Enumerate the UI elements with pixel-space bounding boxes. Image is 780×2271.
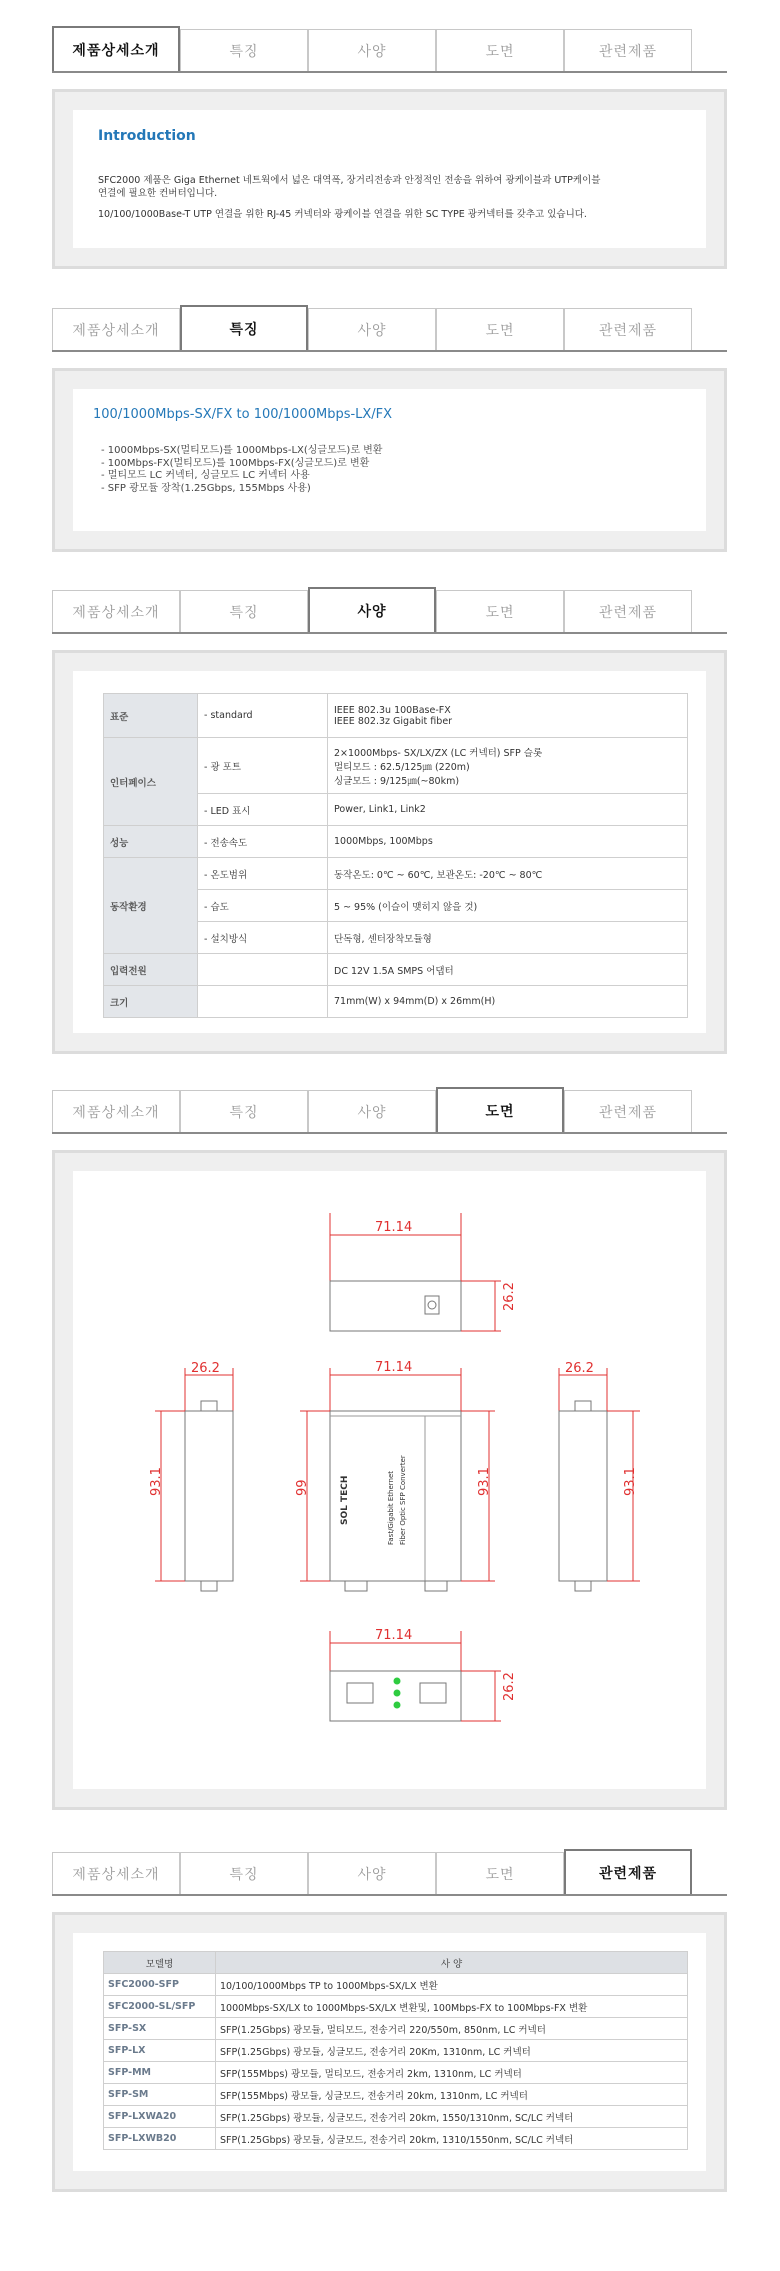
tab-baseline xyxy=(52,1132,727,1134)
spec-value: 5 ~ 95% (이슬이 맺히지 않을 것) xyxy=(328,890,688,922)
intro-paragraph-2: 10/100/1000Base-T UTP 연결을 위한 RJ-45 커넥터와 광케이블 연결을 위한 SC TYPE 광커넥터를 갖추고 있습니다. xyxy=(98,209,587,220)
dim-height-label: 26.2 xyxy=(502,1672,517,1701)
tab-product-detail[interactable]: 제품상세소개 xyxy=(52,308,180,350)
feature-item: - 1000Mbps-SX(멀티모드)를 1000Mbps-LX(싱글모드)로 변환 xyxy=(101,445,383,456)
tabbar-related xyxy=(52,1852,727,1896)
column-header-model: 모델명 xyxy=(104,1952,216,1974)
spec-subcategory: - standard xyxy=(198,694,328,738)
tab-features[interactable]: 특징 xyxy=(180,1852,308,1894)
tab-product-detail[interactable]: 제품상세소개 xyxy=(52,26,180,71)
spec-subcategory: - 전송속도 xyxy=(198,826,328,858)
dim-depth2-label: 99 xyxy=(295,1479,310,1496)
spec-category: 크기 xyxy=(104,986,198,1018)
brand-label: SOL TECH xyxy=(340,1475,350,1525)
intro-line-2: 연결에 필요한 컨버터입니다. xyxy=(98,188,218,199)
drawing-panel xyxy=(52,1150,727,1810)
tab-drawing[interactable]: 도면 xyxy=(436,1087,564,1132)
spec-value: 동작온도: 0℃ ~ 60℃, 보관온도: -20℃ ~ 80℃ xyxy=(328,858,688,890)
spec-row xyxy=(104,954,688,986)
spec-value xyxy=(328,738,688,794)
port-icon xyxy=(425,1296,439,1314)
column-header-spec: 사 양 xyxy=(216,1952,688,1974)
led-power-icon xyxy=(394,1678,401,1685)
right-view xyxy=(559,1361,640,1591)
table-row xyxy=(104,1996,688,2018)
tabbar-intro xyxy=(52,29,727,73)
dim-depth-label: 93.1 xyxy=(477,1467,492,1496)
spec-table xyxy=(103,693,688,1018)
spec-value-line: 싱글모드 : 9/125㎛(~80km) xyxy=(334,775,460,787)
tab-baseline xyxy=(52,632,727,634)
rear-view xyxy=(330,1628,517,1721)
device-top-body xyxy=(330,1281,461,1331)
model-cell: SFC2000-SL/SFP xyxy=(104,1996,216,2018)
spec-category: 입력전원 xyxy=(104,954,198,986)
spec-subcategory: - LED 표시 xyxy=(198,794,328,826)
model-cell: SFP-SX xyxy=(104,2018,216,2040)
tabbar-features xyxy=(52,308,727,352)
tab-related[interactable]: 관련제품 xyxy=(564,590,692,632)
spec-cell: SFP(1.25Gbps) 광모듈, 싱글모드, 전송거리 20km, 1550/1310nm, SC/LC 커넥터 xyxy=(216,2106,688,2128)
spec-value-line: 2×1000Mbps- SX/LX/ZX (LC 커넥터) SFP 슬롯 xyxy=(334,747,543,759)
tab-spec[interactable]: 사양 xyxy=(308,29,436,71)
spec-row xyxy=(104,826,688,858)
model-cell: SFP-LX xyxy=(104,2040,216,2062)
device-side-body xyxy=(185,1411,233,1581)
table-row xyxy=(104,2040,688,2062)
tab-drawing[interactable]: 도면 xyxy=(436,1852,564,1894)
tab-baseline xyxy=(52,1894,727,1896)
sfp-port-icon xyxy=(347,1683,373,1703)
model-cell: SFP-LXWA20 xyxy=(104,2106,216,2128)
tabbar-drawing xyxy=(52,1090,727,1134)
spec-cell: 10/100/1000Mbps TP to 1000Mbps-SX/LX 변환 xyxy=(216,1974,688,1996)
spec-value: 1000Mbps, 100Mbps xyxy=(328,826,688,858)
dim-depth-label: 93.1 xyxy=(623,1467,638,1496)
led-link2-icon xyxy=(394,1702,401,1709)
feature-item: - SFP 광모듈 장착(1.25Gbps, 155Mbps 사용) xyxy=(101,482,311,494)
tab-product-detail[interactable]: 제품상세소개 xyxy=(52,1852,180,1894)
device-label-1: Fast/Gigabit Ethernet xyxy=(387,1470,395,1545)
dim-depth-label: 93.1 xyxy=(149,1467,164,1496)
table-row xyxy=(104,2062,688,2084)
intro-content xyxy=(73,110,706,248)
tab-spec[interactable]: 사양 xyxy=(308,1090,436,1132)
spec-panel xyxy=(52,650,727,1054)
intro-line-1: SFC2000 제품은 Giga Ethernet 네트웍에서 넓은 대역폭, 장거리전송과 안정적인 전송을 위하여 광케이블과 UTP케이블 xyxy=(98,175,601,186)
features-title: 100/1000Mbps-SX/FX to 100/1000Mbps-LX/FX xyxy=(93,407,393,422)
tab-baseline xyxy=(52,71,727,73)
model-cell: SFP-LXWB20 xyxy=(104,2128,216,2150)
table-row xyxy=(104,1974,688,1996)
tab-features[interactable]: 특징 xyxy=(180,1090,308,1132)
led-link1-icon xyxy=(394,1690,401,1697)
spec-cell: SFP(1.25Gbps) 광모듈, 싱글모드, 전송거리 20km, 1310/1550nm, SC/LC 커넥터 xyxy=(216,2128,688,2150)
spec-value xyxy=(328,694,688,738)
spec-category: 성능 xyxy=(104,826,198,858)
model-cell: SFC2000-SFP xyxy=(104,1974,216,1996)
table-row xyxy=(104,2084,688,2106)
spec-subcategory: - 광 포트 xyxy=(198,738,328,794)
device-label-2: Fiber Optic SFP Converter xyxy=(399,1455,407,1545)
spec-value: 71mm(W) x 94mm(D) x 26mm(H) xyxy=(328,986,688,1018)
tab-related[interactable]: 관련제품 xyxy=(564,308,692,350)
tab-product-detail[interactable]: 제품상세소개 xyxy=(52,1090,180,1132)
tab-drawing[interactable]: 도면 xyxy=(436,590,564,632)
left-view xyxy=(149,1361,233,1591)
spec-row xyxy=(104,694,688,738)
model-cell: SFP-MM xyxy=(104,2062,216,2084)
table-header-row xyxy=(104,1952,688,1974)
tab-features[interactable]: 특징 xyxy=(180,590,308,632)
features-content xyxy=(73,389,706,531)
top-view xyxy=(330,1213,517,1331)
features-list xyxy=(101,445,382,495)
features-panel xyxy=(52,368,727,552)
tab-features[interactable]: 특징 xyxy=(180,29,308,71)
feature-item: - 100Mbps-FX(멀티모드)를 100Mbps-FX(싱글모드)로 변환 xyxy=(101,457,370,469)
tab-spec[interactable]: 사양 xyxy=(308,587,436,632)
technical-drawing xyxy=(55,1153,724,1807)
spec-subcategory xyxy=(198,986,328,1018)
spec-value: 단독형, 센터장착모듈형 xyxy=(328,922,688,954)
spec-subcategory: - 습도 xyxy=(198,890,328,922)
spec-row xyxy=(104,858,688,890)
dim-height-label: 26.2 xyxy=(565,1361,594,1376)
feature-item: - 멀티모드 LC 커넥터, 싱글모드 LC 커넥터 사용 xyxy=(101,470,310,481)
tabbar-spec xyxy=(52,590,727,634)
tab-features[interactable]: 특징 xyxy=(180,305,308,350)
spec-subcategory: - 온도범위 xyxy=(198,858,328,890)
dim-height-label: 26.2 xyxy=(191,1361,220,1376)
related-table xyxy=(103,1951,688,2150)
table-row xyxy=(104,2106,688,2128)
spec-value: Power, Link1, Link2 xyxy=(328,794,688,826)
tab-related[interactable]: 관련제품 xyxy=(564,29,692,71)
related-panel xyxy=(52,1912,727,2192)
sfp-port-icon xyxy=(420,1683,446,1703)
spec-category: 인터페이스 xyxy=(104,738,198,826)
dim-width-label: 71.14 xyxy=(375,1360,413,1375)
tab-related[interactable]: 관련제품 xyxy=(564,1849,692,1894)
front-view xyxy=(295,1360,495,1591)
dim-width-label: 71.14 xyxy=(375,1628,413,1643)
tab-product-detail[interactable]: 제품상세소개 xyxy=(52,590,180,632)
spec-cell: SFP(155Mbps) 광모듈, 멀티모드, 전송거리 2km, 1310nm, LC 커넥터 xyxy=(216,2062,688,2084)
spec-value-line: IEEE 802.3u 100Base-FX xyxy=(334,704,451,716)
spec-cell: SFP(1.25Gbps) 광모듈, 멀티모드, 전송거리 220/550m, 850nm, LC 커넥터 xyxy=(216,2018,688,2040)
tab-drawing[interactable]: 도면 xyxy=(436,29,564,71)
spec-cell: SFP(1.25Gbps) 광모듈, 싱글모드, 전송거리 20Km, 1310nm, LC 커넥터 xyxy=(216,2040,688,2062)
spec-row xyxy=(104,738,688,794)
intro-title: Introduction xyxy=(98,128,196,144)
dim-height-label: 26.2 xyxy=(502,1282,517,1311)
spec-cell: 1000Mbps-SX/LX to 1000Mbps-SX/LX 변환및, 100Mbps-FX to 100Mbps-FX 변환 xyxy=(216,1996,688,2018)
spec-category: 동작환경 xyxy=(104,858,198,954)
spec-value: DC 12V 1.5A SMPS 어댑터 xyxy=(328,954,688,986)
intro-paragraph-1 xyxy=(98,174,688,200)
tab-spec[interactable]: 사양 xyxy=(308,1852,436,1894)
spec-cell: SFP(155Mbps) 광모듈, 싱글모드, 전송거리 20km, 1310nm, LC 커넥터 xyxy=(216,2084,688,2106)
spec-value-line: 멀티모드 : 62.5/125㎛ (220m) xyxy=(334,761,470,773)
spec-row xyxy=(104,986,688,1018)
dim-width-label: 71.14 xyxy=(375,1220,413,1235)
tab-baseline xyxy=(52,350,727,352)
tab-related[interactable]: 관련제품 xyxy=(564,1090,692,1132)
tab-spec[interactable]: 사양 xyxy=(308,308,436,350)
table-row xyxy=(104,2018,688,2040)
model-cell: SFP-SM xyxy=(104,2084,216,2106)
spec-value-line: IEEE 802.3z Gigabit fiber xyxy=(334,715,453,727)
intro-panel xyxy=(52,89,727,269)
spec-category: 표준 xyxy=(104,694,198,738)
tab-drawing[interactable]: 도면 xyxy=(436,308,564,350)
spec-subcategory: - 설치방식 xyxy=(198,922,328,954)
device-side-body xyxy=(559,1411,607,1581)
table-row xyxy=(104,2128,688,2150)
spec-subcategory xyxy=(198,954,328,986)
